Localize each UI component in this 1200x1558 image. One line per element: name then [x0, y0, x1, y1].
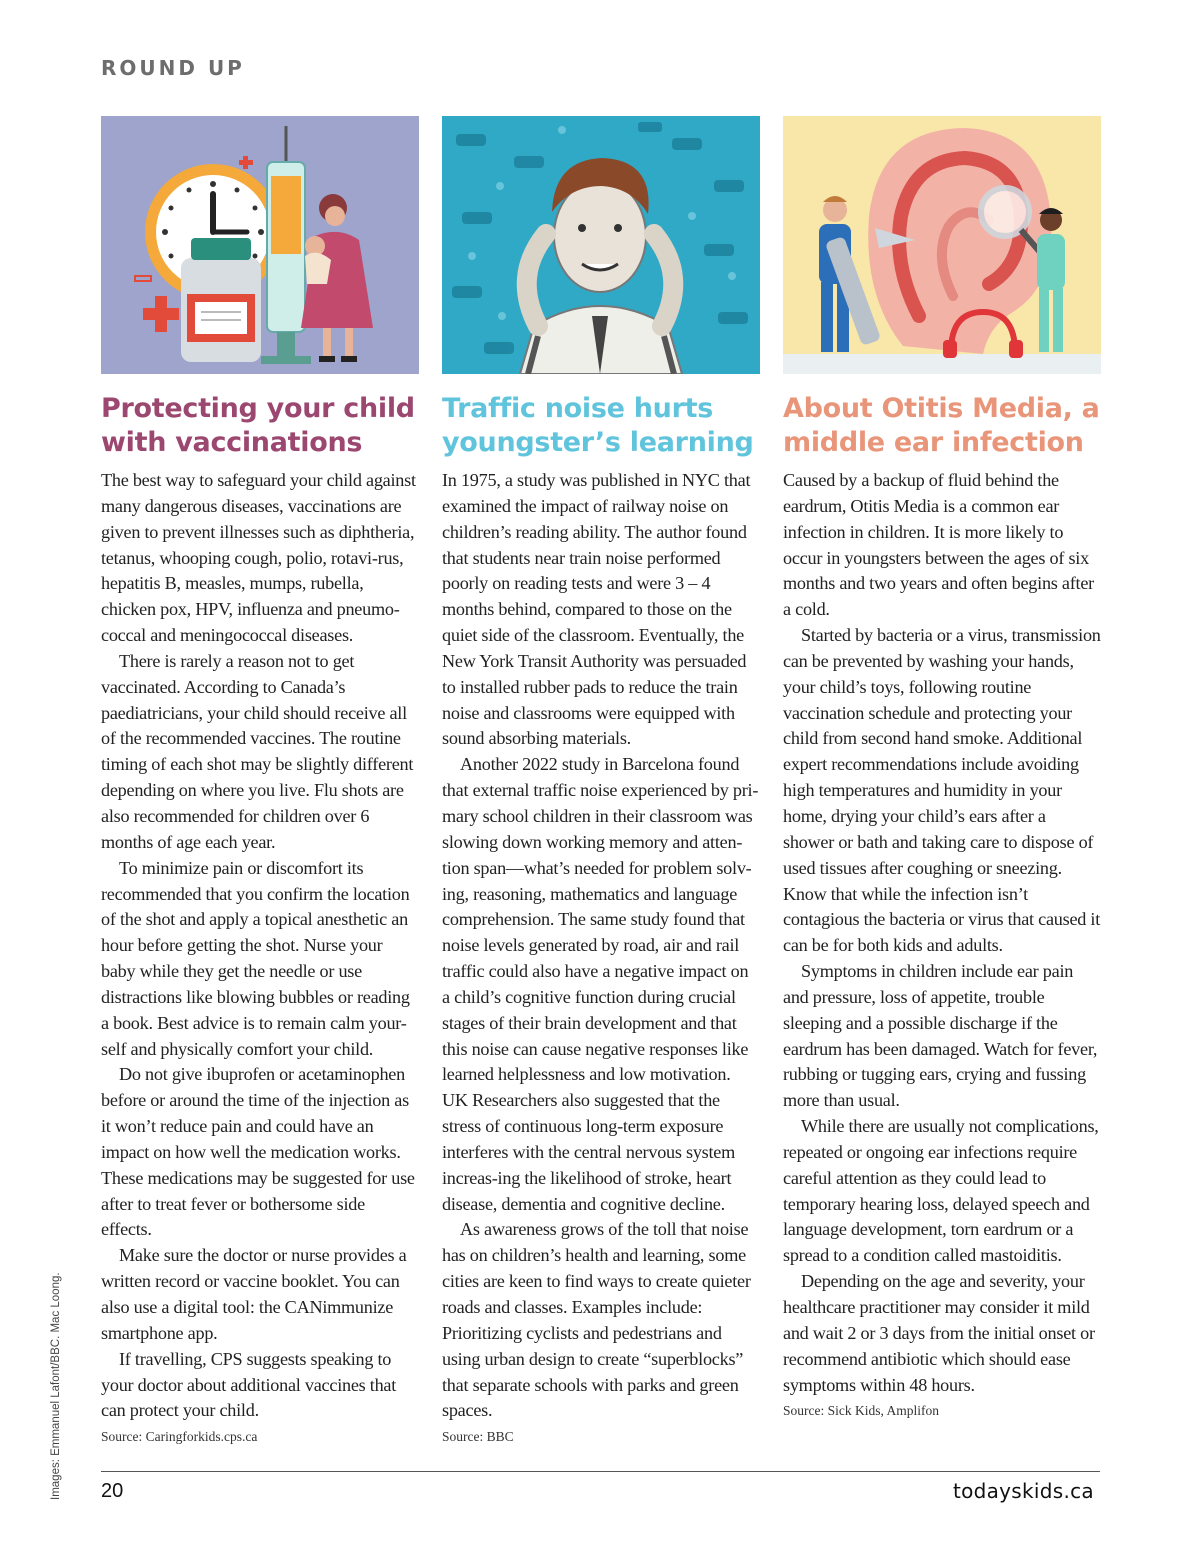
article-otitis-media	[783, 116, 1101, 1420]
paragraph: While there are usually not complications, repeated or ongoing ear infections require careful attention as they could lead to temporary hearing loss, delayed speech and language development, torn eardrum or a spread to a condition called mastoiditis.	[783, 1116, 1099, 1266]
article-body	[783, 468, 1101, 1398]
image-credit: Images: Emmanuel Lafont/BBC. Mac Loong.	[50, 1272, 62, 1500]
paragraph: In 1975, a study was published in NYC that examined the impact of railway noise on children’s reading ability. The author found that students near train noise performed poorly on reading tests and were 3 – 4 months behind, compared to those on the quiet side of the classroom. Eventually, the New York Transit Authority was persuaded to installed rubber pads to reduce the train noise and classrooms were equipped with sound absorbing materials.	[442, 470, 751, 749]
article-vaccinations	[101, 116, 419, 1446]
ear-illustration	[783, 116, 1101, 374]
paragraph: The best way to safeguard your child against many dangerous diseases, vaccinations are given to prevent illnesses such as diphtheria, tetanus, whooping cough, polio, rotavi-rus, hepatitis B, measles, mumps, rubella, chicken pox, HPV, influenza and pneumo-coccal and meningococcal diseases.	[101, 470, 416, 646]
paragraph: Make sure the doctor or nurse provides a written record or vaccine booklet. You can also use a digital tool: the CANimmunize smartphone app.	[101, 1245, 407, 1343]
article-title: Protecting your child with vaccinations	[101, 393, 415, 458]
article-title: About Otitis Media, a middle ear infection	[783, 393, 1100, 458]
site-name: todayskids.ca	[952, 1479, 1094, 1503]
footer-divider	[101, 1471, 1100, 1472]
article-traffic-noise	[442, 116, 760, 1446]
article-source: Source: Caringforkids.cps.ca	[101, 1429, 258, 1445]
paragraph: Another 2022 study in Barcelona found that external traffic noise experienced by pri-mary school children in their classroom was slowing down working memory and atten-tion span—what’s needed for problem solv-ing, reasoning, mathematics and language comprehension. The same study found that noise levels generated by road, air and rail traffic could also have a negative impact on a child’s cognitive function during crucial stages of their brain development and that this noise can cause negative responses like learned helplessness and low motivation. UK Researchers also suggested that the stress of continuous long-term exposure interferes with the central nervous system increas-ing the likelihood of stroke, heart disease, dementia and cognitive decline.	[442, 754, 759, 1214]
noise-illustration	[442, 116, 760, 374]
paragraph: To minimize pain or discomfort its recommended that you confirm the location of the shot and apply a topical anesthetic an hour before getting the shot. Nurse your baby while they get the needle or use distractions like blowing bubbles or reading a book. Best advice is to remain calm your-self and physically comfort your child.	[101, 857, 410, 1059]
article-title: Traffic noise hurts youngster’s learning	[442, 393, 754, 458]
paragraph: If travelling, CPS suggests speaking to your doctor about additional vaccines that can protect your child.	[101, 1348, 397, 1421]
paragraph: Symptoms in children include ear pain and pressure, loss of appetite, trouble sleeping and a possible discharge if the eardrum has been damaged. Watch for fever, rubbing or tugging ears, crying and fussing more than usual.	[783, 961, 1098, 1111]
paragraph: Depending on the age and severity, your healthcare practitioner may consider it mild and wait 2 or 3 days from the initial onset or recommend antibiotic which should ease symptoms within 48 hours.	[783, 1271, 1095, 1395]
paragraph: There is rarely a reason not to get vaccinated. According to Canada’s paediatricians, your child should receive all of the recommended vaccines. The routine timing of each shot may be slightly different depending on where you live. Flu shots are also recommended for children over 6 months of age each year.	[101, 650, 414, 852]
paragraph: Started by bacteria or a virus, transmission can be prevented by washing your hands, your child’s toys, following routine vaccination schedule and protecting your child from second hand smoke. Additional expert recommendations include avoiding high temperatures and humidity in your home, drying your child’s ears after a shower or bath and taking care to dispose of used tissues after coughing or sneezing. Know that while the infection isn’t contagious the bacteria or virus that caused it can be for both kids and adults.	[783, 625, 1101, 956]
vaccination-illustration	[101, 116, 419, 374]
paragraph: Caused by a backup of fluid behind the eardrum, Otitis Media is a common ear infection in children. It is more likely to occur in youngsters between the ages of six months and two years and often begins after a cold.	[783, 470, 1094, 620]
article-source: Source: BBC	[442, 1429, 514, 1445]
paragraph: As awareness grows of the toll that noise has on children’s health and learning, some cities are keen to find ways to create quieter roads and classes. Examples include: Prioritizing cyclists and pedestrians and using urban design to create “superblocks” that separate schools with parks and green spaces.	[442, 1219, 751, 1421]
article-body	[442, 468, 760, 1424]
article-body	[101, 468, 419, 1424]
paragraph: Do not give ibuprofen or acetaminophen before or around the time of the injection as it won’t reduce pain and could have an impact on how well the medication works. These medications may be suggested for use after to treat fever or bothersome side effects.	[101, 1064, 415, 1240]
page-number: 20	[101, 1480, 124, 1502]
section-label: ROUND UP	[101, 56, 245, 80]
article-source: Source: Sick Kids, Amplifon	[783, 1403, 939, 1419]
